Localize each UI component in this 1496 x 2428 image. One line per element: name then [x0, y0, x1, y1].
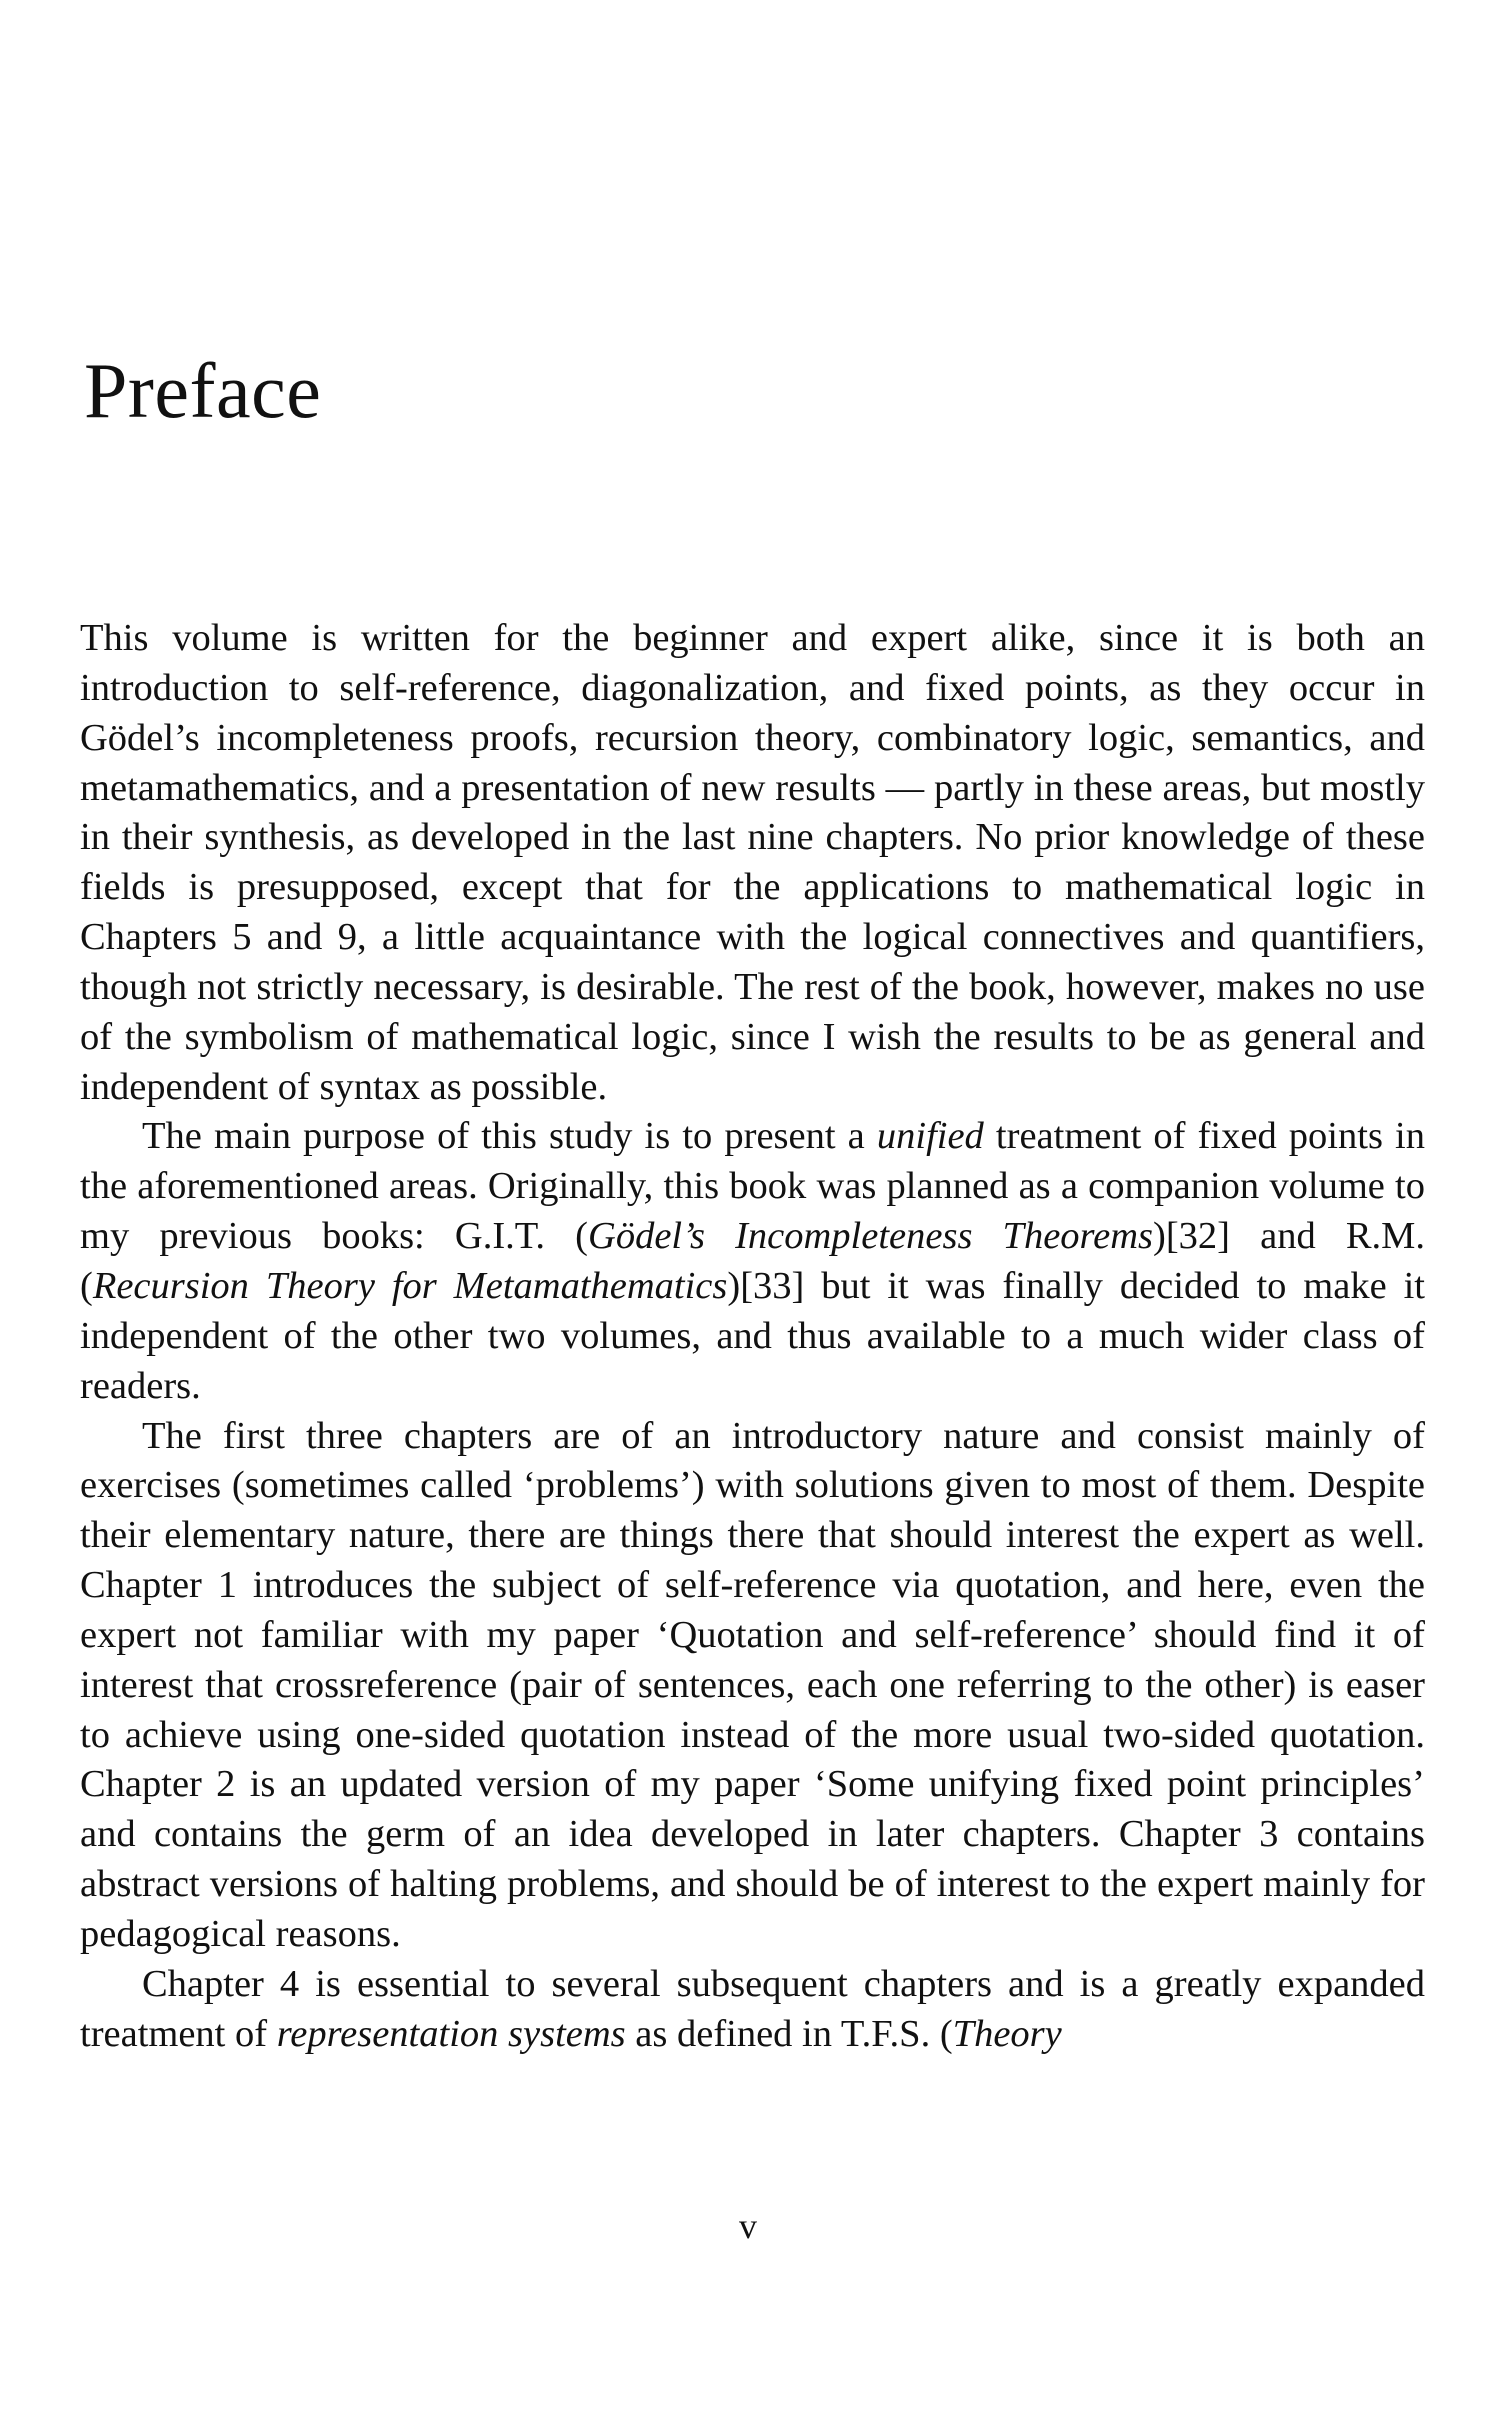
- text-run: )[33] but it was finally decided to make it independent of the other two volumes, and thus available to a much wider class of readers.: [80, 1264, 1425, 1407]
- text-run: This volume is written for the beginner and expert alike, since it is both an introduction to self-reference, diagonalization, and fixed points, as they occur in Gödel’s incompleteness proofs, recursion theory, combinatory logic, semantics, and metamathematics, and a presentation of new results — partly in these areas, but mostly in their synthesis, as developed in the last nine chapters. No prior knowledge of these fields is presupposed, except that for the applications to mathematical logic in Chapters 5 and 9, a little acquaintance with the logical connectives and quantifiers, though not strictly necessary, is desirable. The rest of the book, however, makes no use of the symbolism of mathematical logic, since I wish the results to be as general and independent of syntax as possible.: [80, 617, 1425, 1108]
- italic-text-run: Gödel’s Incompleteness Theorems: [588, 1215, 1153, 1258]
- paragraph: [80, 1960, 1425, 2060]
- italic-text-run: Recursion Theory for Metamathematics: [92, 1264, 728, 1307]
- text-run: The first three chapters are of an introductory nature and consist mainly of exercises (sometimes called ‘problems’) with solutions given to most of them. Despite their elementary nature, there are things there that should interest the expert as well. Chapter 1 introduces the subject of self-reference via quotation, and here, even the expert not familiar with my paper ‘Quotation and self-reference’ should find it of interest that crossreference (pair of sentences, each one referring to the other) is easer to achieve using one-sided quotation instead of the more usual two-sided quotation. Chapter 2 is an updated version of my paper ‘Some unifying fixed point principles’ and contains the germ of an idea developed in later chapters. Chapter 3 contains abstract versions of halting problems, and should be of interest to the expert mainly for pedagogical reasons.: [80, 1414, 1425, 1955]
- page-title: Preface: [84, 347, 322, 434]
- text-run: The main purpose of this study is to present a: [142, 1115, 877, 1158]
- paragraph: [80, 1112, 1425, 1411]
- text-run: Chapter 4 is essential to several subsequent chapters and is a greatly expanded treatment of: [80, 1962, 1425, 2055]
- text-run: as defined in T.F.S. (: [625, 2012, 953, 2055]
- text-run: )[32] and R.M. (: [80, 1215, 1425, 1307]
- page-number: v: [739, 2206, 757, 2246]
- text-run: treatment of fixed points in the aforementioned areas. Originally, this book was planned as a companion volume to my previous books: G.I.T. (: [80, 1115, 1425, 1258]
- italic-text-run: unified: [876, 1115, 984, 1158]
- paragraph: [80, 614, 1425, 1112]
- preface-body: [80, 614, 1425, 2059]
- italic-text-run: representation systems: [276, 2012, 626, 2055]
- paragraph: [80, 1412, 1425, 1960]
- italic-text-run: Theory: [952, 2012, 1062, 2055]
